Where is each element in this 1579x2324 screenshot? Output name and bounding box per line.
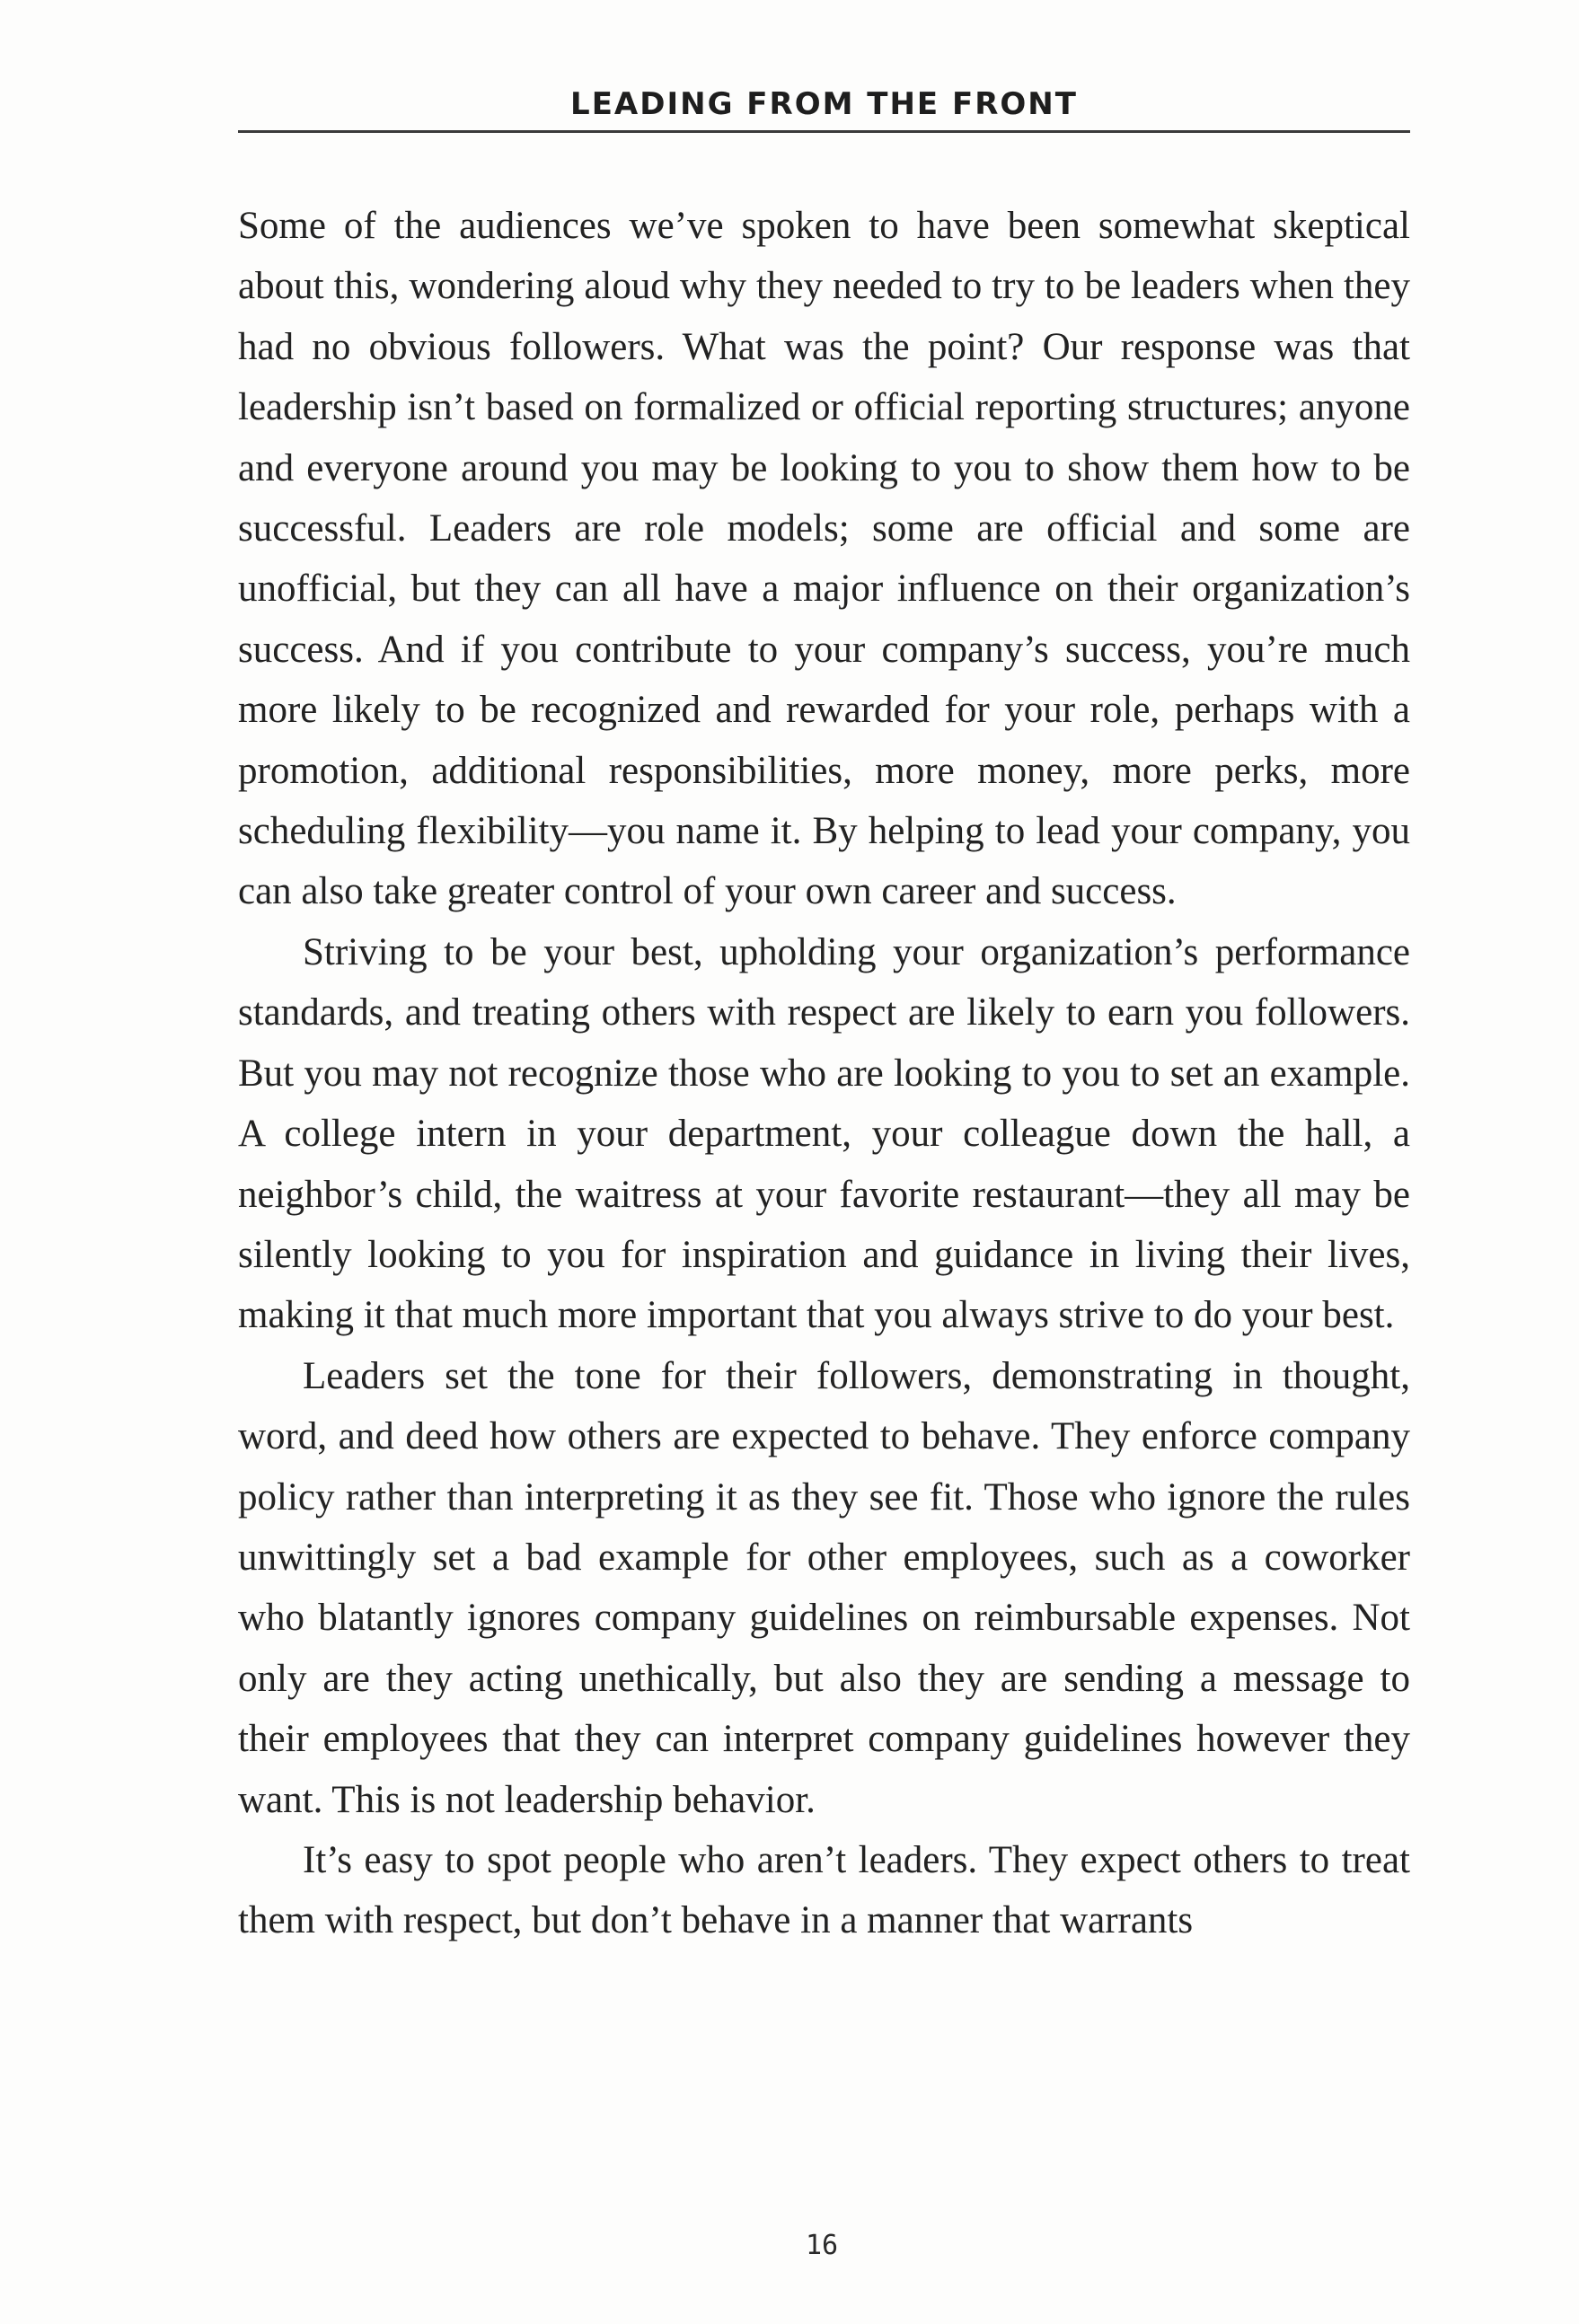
paragraph: Striving to be your best, upholding your organization’s performance standards, and treating others with respect are likely to earn you followers. But you may not recognize those who are looking to you to set an example. A college intern in your department, your colleague down the hall, a neighbor’s child, the waitress at your favorite restaurant—they all may be silently looking to you for inspiration and guidance in living their lives, making it that much more important that you always strive to do your best. xyxy=(238,930,1410,1337)
body-text xyxy=(238,196,1410,1951)
page-number: 16 xyxy=(805,2230,839,2261)
paragraph: Some of the audiences we’ve spoken to have been somewhat skeptical about this, wondering aloud why they needed to try to be leaders when they had no obvious followers. What was the point? Our response was that leadership isn’t based on formalized or official reporting structures; anyone and everyone around you may be looking to you to show them how to be successful. Leaders are role models; some are official and some are unofficial, but they can all have a major influence on their organization’s success. And if you contribute to your company’s success, you’re much more likely to be recognized and rewarded for your role, perhaps with a promotion, additional responsibilities, more money, more perks, more scheduling flexibility—you name it. By helping to lead your company, you can also take greater control of your own career and success. xyxy=(238,205,1410,913)
running-head: LEADING FROM THE FRONT xyxy=(570,86,1078,122)
paragraph: Leaders set the tone for their followers, demonstrating in thought, word, and deed how others are expected to behave. They enforce company policy rather than interpreting it as they see fit. Those who ignore the rules unwittingly set a bad example for other employees, such as a coworker who blatantly ignores company guidelines on reimbursable expenses. Not only are they acting unethically, but also they are sending a message to their employees that they can interpret company guidelines however they want. This is not leadership behavior. xyxy=(238,1354,1410,1821)
paragraph: It’s easy to spot people who aren’t leaders. They expect others to treat them with respect, but don’t behave in a manner that warrants xyxy=(238,1838,1410,1942)
header-rule xyxy=(238,130,1410,133)
